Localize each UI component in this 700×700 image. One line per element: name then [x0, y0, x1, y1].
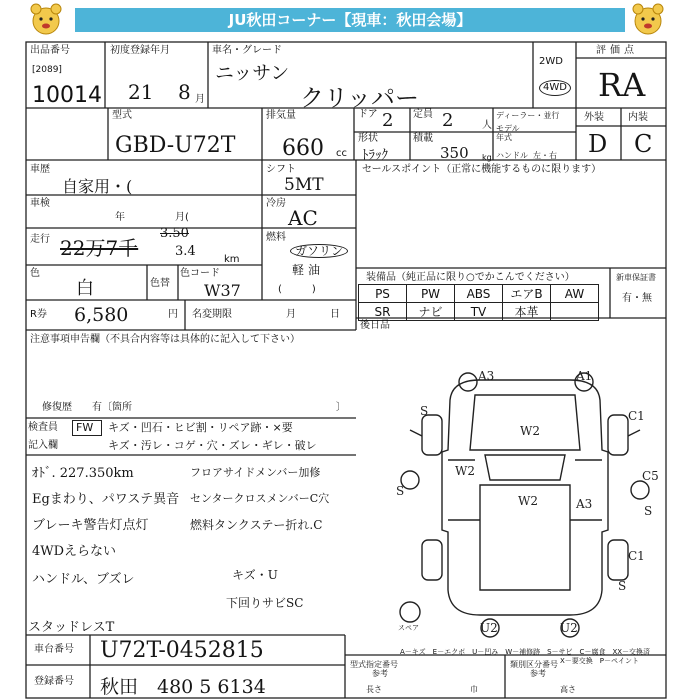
mark-s-3: S	[644, 504, 653, 518]
mark-s-1: S	[420, 404, 429, 418]
capacity-unit: 人	[482, 120, 492, 131]
equip-aw: AW	[551, 285, 599, 303]
load-value: 350	[440, 144, 469, 162]
shift-label: シフト	[266, 164, 296, 175]
rear-seat-label: 後日品	[360, 320, 390, 331]
equip-leather: 本革	[503, 303, 551, 321]
mark-a1-top: A1	[576, 369, 593, 383]
capacity-label: 定員	[413, 109, 433, 120]
equip-navi: ナビ	[407, 303, 455, 321]
history-value: 自家用・(	[62, 177, 133, 196]
page-title: JU秋田コーナー【現車：秋田会場】	[75, 8, 625, 32]
handle-value: 左・右	[533, 151, 557, 160]
name-change-day: 日	[330, 309, 340, 320]
mark-s-4: S	[618, 579, 627, 593]
cert-height: 高さ	[560, 685, 576, 694]
color-code-label: 色コード	[180, 268, 220, 279]
model-code-value: GBD-U72T	[115, 133, 236, 158]
note-right-4: キズ・U	[232, 568, 278, 582]
lot-label: 出品番号	[30, 45, 70, 56]
name-change-label: 名変期限	[192, 309, 232, 320]
inspection-month: 月(	[175, 212, 189, 223]
mileage-struck: 3.50	[160, 226, 189, 241]
note-line-5: ハンドル、ブズレ	[32, 572, 135, 587]
mileage-value: 22万7千	[60, 236, 139, 260]
load-label: 積載	[413, 133, 433, 144]
equip-tv: TV	[455, 303, 503, 321]
model-code-label: 型式	[112, 110, 132, 121]
lot-sub: [2089]	[32, 65, 62, 75]
car-model: クリッパー	[300, 84, 420, 112]
fuel-value2: 軽油	[292, 263, 325, 277]
chassis-label: 車台番号	[34, 644, 74, 655]
equip-airbag: エアB	[503, 285, 551, 303]
cert-length: 長さ	[366, 685, 382, 694]
rating-label: 評価点	[596, 45, 638, 56]
equipment-table	[358, 284, 599, 321]
rating-ext-label: 外装	[584, 112, 604, 123]
rating-ext: D	[588, 130, 608, 158]
spare-label: スペア	[398, 624, 419, 632]
cert-label2: 類別区分番号	[510, 660, 558, 669]
mileage-label: 走行	[30, 234, 50, 245]
mark-w2-2: W2	[455, 464, 475, 478]
first-reg-month-unit: 月	[195, 94, 205, 105]
cert-sub1: 参考	[372, 669, 388, 678]
note-right-3: 燃料タンクステー折れ.C	[190, 518, 323, 532]
mark-c1-1: C1	[628, 409, 645, 423]
note-right-5: 下回りサビSC	[226, 596, 304, 610]
first-reg-month: 8	[178, 80, 191, 104]
body-label: 形状	[358, 133, 378, 144]
displacement-unit: cc	[336, 148, 347, 159]
capacity-value: 2	[442, 110, 454, 131]
mark-c1-2: C1	[628, 549, 645, 563]
inspector-row1: キズ・凹石・ヒビ割・リペア跡・×要	[108, 421, 293, 434]
inspector-fw: FW	[76, 421, 94, 434]
mark-a3-mid: A3	[576, 497, 593, 511]
mark-c5: C5	[642, 469, 659, 483]
sales-point-label: セールスポイント（正常に機能するものに限ります）	[362, 164, 602, 175]
displacement-value: 660	[282, 136, 324, 161]
mileage-over: 3.4	[175, 244, 196, 259]
mileage-unit: km	[224, 254, 240, 265]
name-change-month: 月	[286, 309, 296, 320]
first-reg-label: 初度登録年月	[110, 45, 170, 56]
color-code: W37	[204, 281, 241, 300]
registration-value: 秋田 480 5 6134	[100, 676, 266, 698]
note-right-2: センタークロスメンバーC穴	[190, 492, 330, 505]
color-change-label: 色替	[150, 278, 170, 289]
equip-abs: ABS	[455, 285, 503, 303]
note-line-3: ブレーキ警告灯点灯	[32, 518, 149, 533]
note-line-6: スタッドレスT	[28, 620, 115, 635]
equip-pw: PW	[407, 285, 455, 303]
cooler-label: 冷房	[266, 198, 286, 209]
car-label: 車名・グレード	[212, 45, 282, 56]
cooler-value: AC	[288, 206, 318, 230]
color-label: 色	[30, 268, 40, 279]
drive-2wd: 2WD	[539, 56, 563, 67]
displacement-label: 排気量	[266, 110, 296, 121]
fuel-value1: ガソリン	[290, 244, 348, 258]
note-line-2: Egまわり、パワステ異音	[32, 492, 180, 507]
cert-label1: 型式指定番号	[350, 660, 398, 669]
note-line-4: 4WDえらない	[32, 544, 117, 559]
warranty-label: 新車保証書	[616, 273, 656, 282]
mark-w2-1: W2	[520, 424, 540, 438]
body-value: ﾄﾗｯｸ	[362, 148, 388, 163]
car-maker: ニッサン	[215, 62, 290, 84]
inspector-label1: 検査員	[28, 422, 58, 433]
color-value: 白	[76, 278, 94, 299]
rating-int-label: 内装	[628, 112, 648, 123]
recycle-unit: 円	[168, 309, 178, 320]
load-unit: kg	[482, 153, 492, 162]
damage-diagram	[380, 360, 670, 645]
inspector-label2: 記入欄	[28, 440, 58, 451]
mark-u2-1: U2	[480, 621, 498, 635]
history-label: 車歴	[30, 164, 50, 175]
recycle-value: 6,580	[74, 304, 129, 326]
equipment-label: 装備品（純正品に限り○でかこんでください）	[366, 272, 575, 283]
notes-label: 注意事項申告欄（不具合内容等は具体的に記入して下さい）	[30, 334, 300, 345]
inspection-label: 車検	[30, 198, 50, 209]
dealer-label: ディーラー・並行	[496, 111, 560, 120]
equip-sr: SR	[359, 303, 407, 321]
registration-label: 登録番号	[34, 676, 74, 687]
recycle-label: R券	[30, 309, 47, 320]
lot-number: 10014	[32, 83, 102, 108]
notes-repair-close: 〕	[336, 402, 346, 413]
model-year-label: モデル年式	[496, 124, 520, 142]
inspector-row2: キズ・汚レ・コゲ・穴・ズレ・ギレ・破レ	[108, 439, 317, 452]
warranty-value: 有・無	[622, 293, 652, 304]
note-line-1: ｵﾄﾞ. 227.350km	[32, 466, 134, 481]
legend-line2: X－要交換 P－ペイント	[560, 657, 640, 665]
equipment-row-2	[359, 303, 599, 321]
cert-width: 巾	[470, 685, 478, 694]
shift-value: 5MT	[284, 175, 324, 195]
chassis-value: U72T-0452815	[100, 638, 264, 663]
rating-value: RA	[598, 66, 646, 104]
mark-w2-3: W2	[518, 494, 538, 508]
mark-s-2: S	[396, 484, 405, 498]
doors-label: ドア	[358, 109, 378, 120]
handle-label: ハンドル	[496, 151, 528, 160]
note-right-1: フロアサイドメンバー加修	[190, 466, 321, 479]
notes-repair: 修復歴 有〔箇所	[42, 402, 132, 413]
equipment-row-1	[359, 285, 599, 303]
fuel-label: 燃料	[266, 232, 286, 243]
legend-line1: A－キズ E－エクボ U－凹み W－補修跡 S－サビ C－腐食 XX－交換済	[400, 648, 651, 656]
equip-ps: PS	[359, 285, 407, 303]
fuel-paren: ( )	[278, 284, 316, 295]
drive-4wd: 4WD	[539, 80, 571, 96]
inspection-year: 年	[115, 212, 125, 223]
rating-int: C	[634, 130, 653, 158]
mark-a3-top: A3	[478, 369, 495, 383]
first-reg-year: 21	[128, 80, 154, 104]
cert-sub2: 参考	[530, 669, 546, 678]
doors-value: 2	[382, 110, 394, 131]
mark-u2-2: U2	[560, 621, 578, 635]
